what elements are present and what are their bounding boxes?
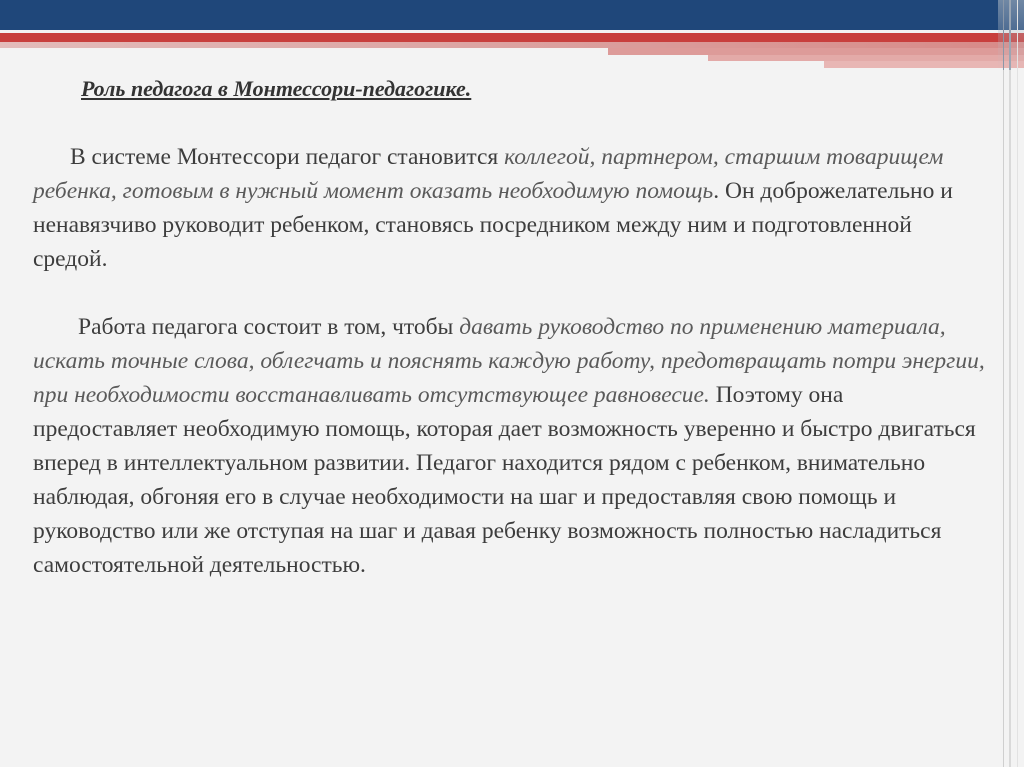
paragraph-2-lead: Работа педагога состоит в том, чтобы [78,314,460,340]
paragraph-1-rest: . Он доброжелательно и ненавязчиво руководит ребенком, становясь посредником между ним и подготовленной средой. [33,178,953,272]
slide-title: Роль педагога в Монтессори-педагогике. [81,76,472,101]
paragraph-2-rest: Поэтому она предоставляет необходимую помощь, которая дает возможность уверенно и быстро двигаться вперед в интеллектуальном развитии. Педагог находится рядом с ребенком, внимательно наблюдая, обгоняя его в случае необходимости на шаг и предоставляя свою помощь и руководство или же отступая на шаг и давая ребенку возможность полностью насладиться самостоятельной деятельностью. [33,382,976,578]
right-edge-decoration [998,0,1024,767]
slide-content [33,72,988,582]
header-band-blue [0,0,1024,30]
paragraph-1-emphasis: коллегой, партнером, старшим товарищем ребенка, готовым в нужный момент оказать необходимую помощь [33,144,944,204]
paragraph-2 [33,310,988,582]
paragraph-1 [33,140,988,276]
header-band-step [824,61,1024,68]
paragraph-2-emphasis: давать руководство по применению материала, искать точные слова, облегчать и пояснять каждую работу, предотвращать потри энергии, при необходимости восстанавливать отсутствующее равновесие. [33,314,985,408]
header-band-step [608,48,1024,55]
header-band-red [0,33,1024,42]
paragraph-1-lead: В системе Монтессори педагог становится [70,144,505,170]
